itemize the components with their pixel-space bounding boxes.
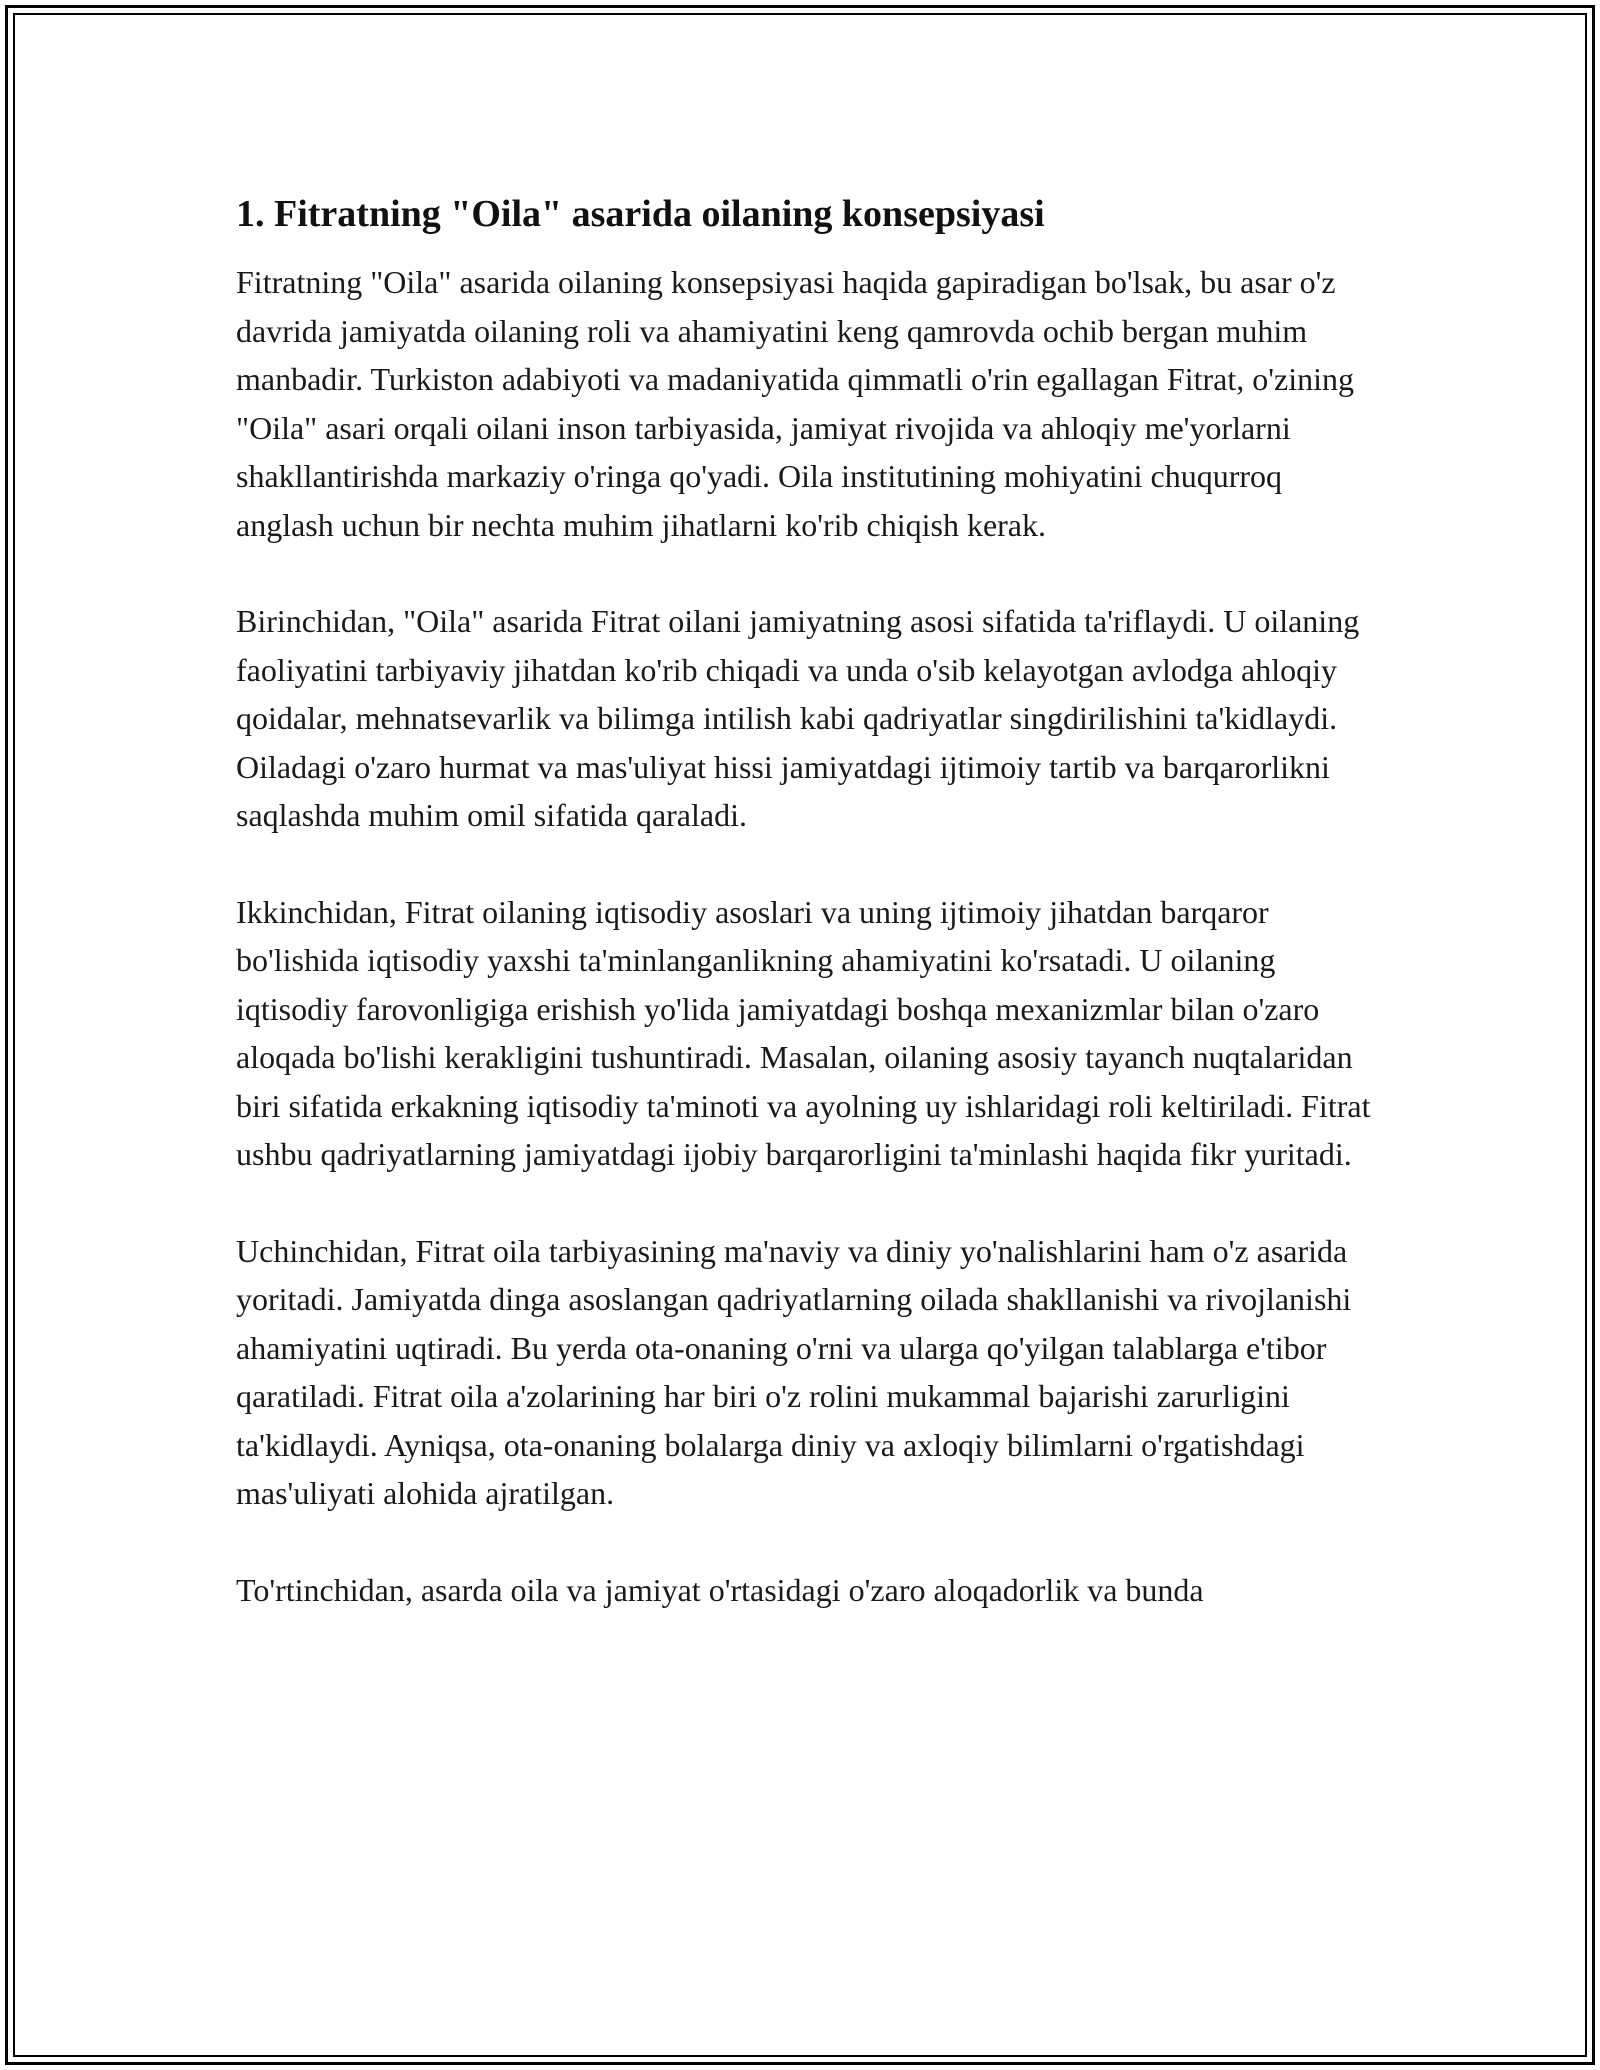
paragraph-fourth-point: To'rtinchidan, asarda oila va jamiyat o'rtasidagi o'zaro aloqadorlik va bunda [236, 1571, 1204, 1608]
paragraph-intro: Fitratning "Oila" asarida oilaning konsepsiyasi haqida gapiradigan bo'lsak, bu asar o'z davrida jamiyatda oilaning roli va ahamiyatini keng qamrovda ochib bergan muhim manbadir. Turkiston adabiyoti va madaniyatida qimmatli o'rin egallagan Fitrat, o'zining "Oila" asari orqali oilani inson tarbiyasida, jamiyat rivojida va ahloqiy me'yorlarni shakllantirishda markaziy o'ringa qo'yadi. Oila institutining mohiyatini chuqurroq anglash uchun bir nechta muhim jihatlarni ko'rib chiqish kerak. [236, 264, 1354, 543]
paragraph-first-point: Birinchidan, "Oila" asarida Fitrat oilani jamiyatning asosi sifatida ta'riflaydi. U oilaning faoliyatini tarbiyaviy jihatdan ko'rib chiqadi va unda o'sib kelayotgan avlodga ahloqiy qoidalar, mehnatsevarlik va bilimga intilish kabi qadriyatlar singdirilishini ta'kidlaydi. Oiladagi o'zaro hurmat va mas'uliyat hissi jamiyatdagi ijtimoiy tartib va barqarorlikni saqlashda muhim omil sifatida qaraladi. [236, 603, 1360, 833]
section-heading: 1. Fitratning "Oila" asarida oilaning konsepsiyasi [236, 193, 1045, 235]
paragraph-second-point: Ikkinchidan, Fitrat oilaning iqtisodiy asoslari va uning ijtimoiy jihatdan barqaror bo'lishida iqtisodiy yaxshi ta'minlanganlikning ahamiyatini ko'rsatadi. U oilaning iqtisodiy farovonligiga erishish yo'lida jamiyatdagi boshqa mexanizmlar bilan o'zaro aloqada bo'lishi kerakligini tushuntiradi. Masalan, oilaning asosiy tayanch nuqtalaridan biri sifatida erkakning iqtisodiy ta'minoti va ayolning uy ishlaridagi roli keltiriladi. Fitrat ushbu qadriyatlarning jamiyatdagi ijobiy barqarorligini ta'minlashi haqida fikr yuritadi. [236, 893, 1371, 1172]
paragraph-third-point: Uchinchidan, Fitrat oila tarbiyasining ma'naviy va diniy yo'nalishlarini ham o'z asarida yoritadi. Jamiyatda dinga asoslangan qadriyatlarning oilada shakllanishi va rivojlanishi ahamiyatini uqtiradi. Bu yerda ota-onaning o'rni va ularga qo'yilgan talablarga e'tibor qaratiladi. Fitrat oila a'zolarining har biri o'z rolini mukammal bajarishi zarurligini ta'kidlaydi. Ayniqsa, ota-onaning bolalarga diniy va axloqiy bilimlarni o'rgatishdagi mas'uliyati alohida ajratilgan. [236, 1232, 1352, 1511]
document-body [236, 188, 1376, 1662]
